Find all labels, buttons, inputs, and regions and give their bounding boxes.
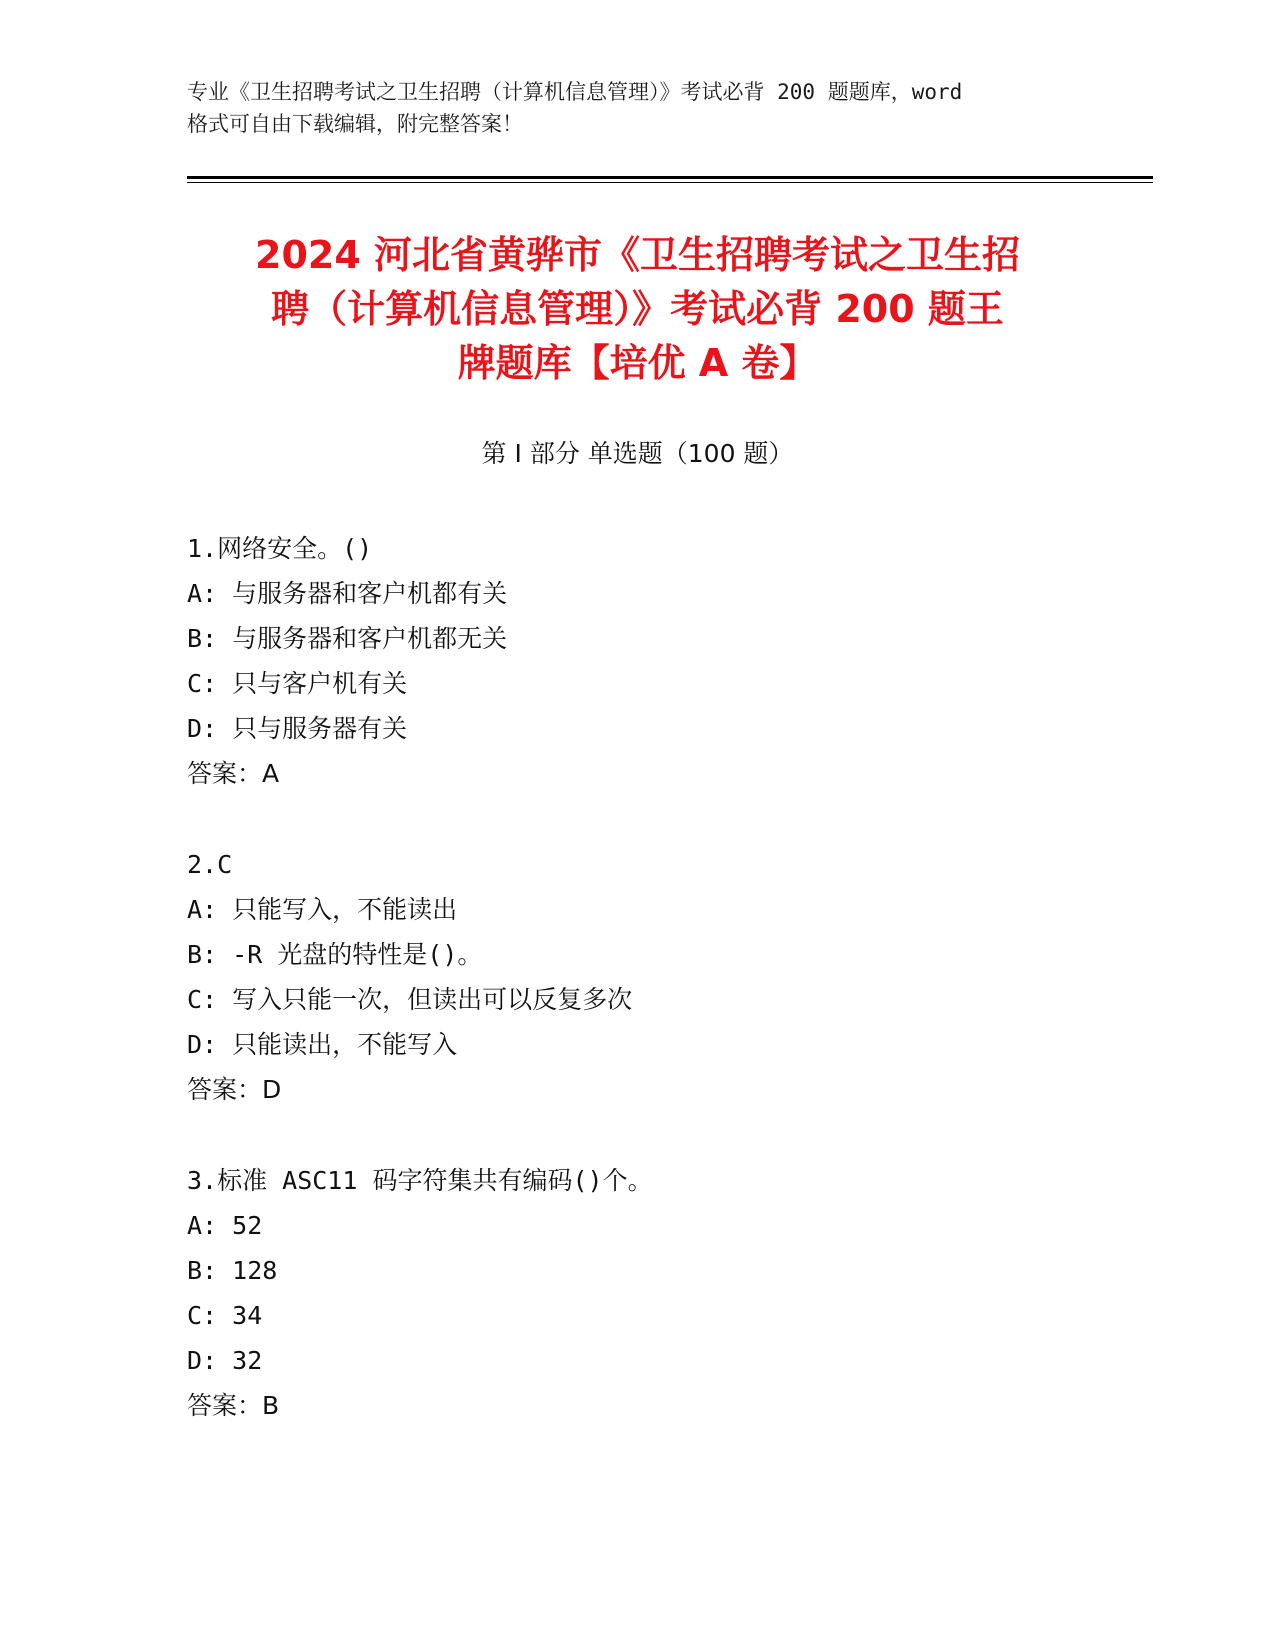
document-title-line-3: 牌题库【培优 A 卷】: [457, 341, 818, 385]
document-title-line-1: 2024 河北省黄骅市《卫生招聘考试之卫生招: [255, 233, 1020, 277]
option-c: C: 只与客户机有关: [187, 669, 408, 698]
question-stem: 2.C: [187, 850, 233, 879]
option-a: A: 52: [187, 1211, 263, 1240]
option-b: B: -R 光盘的特性是()。: [187, 940, 483, 969]
option-a: A: 只能写入，不能读出: [187, 895, 458, 924]
option-d: D: 32: [187, 1346, 263, 1375]
option-d: D: 只与服务器有关: [187, 714, 408, 743]
document-title-line-2: 聘（计算机信息管理）》考试必背 200 题王: [271, 287, 1004, 331]
document-title: [150, 228, 1125, 390]
header-note-line-2: 格式可自由下载编辑，附完整答案！: [187, 112, 523, 136]
question-list: [187, 526, 1137, 1474]
option-b: B: 128: [187, 1256, 278, 1285]
answer-line: 答案：D: [187, 1075, 282, 1104]
answer-line: 答案：B: [187, 1391, 280, 1420]
question-3: [187, 1158, 1137, 1428]
option-c: C: 写入只能一次，但读出可以反复多次: [187, 985, 633, 1014]
question-1: [187, 526, 1137, 796]
header-divider-thick: [187, 176, 1153, 179]
question-stem: 3.标准 ASC11 码字符集共有编码()个。: [187, 1166, 653, 1195]
option-b: B: 与服务器和客户机都无关: [187, 624, 508, 653]
question-stem: 1.网络安全。(): [187, 534, 373, 563]
answer-line: 答案：A: [187, 759, 280, 788]
option-a: A: 与服务器和客户机都有关: [187, 579, 508, 608]
question-2: [187, 842, 1137, 1112]
header-note-line-1: 专业《卫生招聘考试之卫生招聘（计算机信息管理）》考试必背 200 题题库，word: [187, 80, 963, 104]
option-c: C: 34: [187, 1301, 263, 1330]
header-note: [187, 76, 1087, 140]
section-heading: 第 I 部分 单选题（100 题）: [481, 439, 794, 468]
option-d: D: 只能读出，不能写入: [187, 1030, 458, 1059]
header-divider-thin: [187, 182, 1153, 183]
